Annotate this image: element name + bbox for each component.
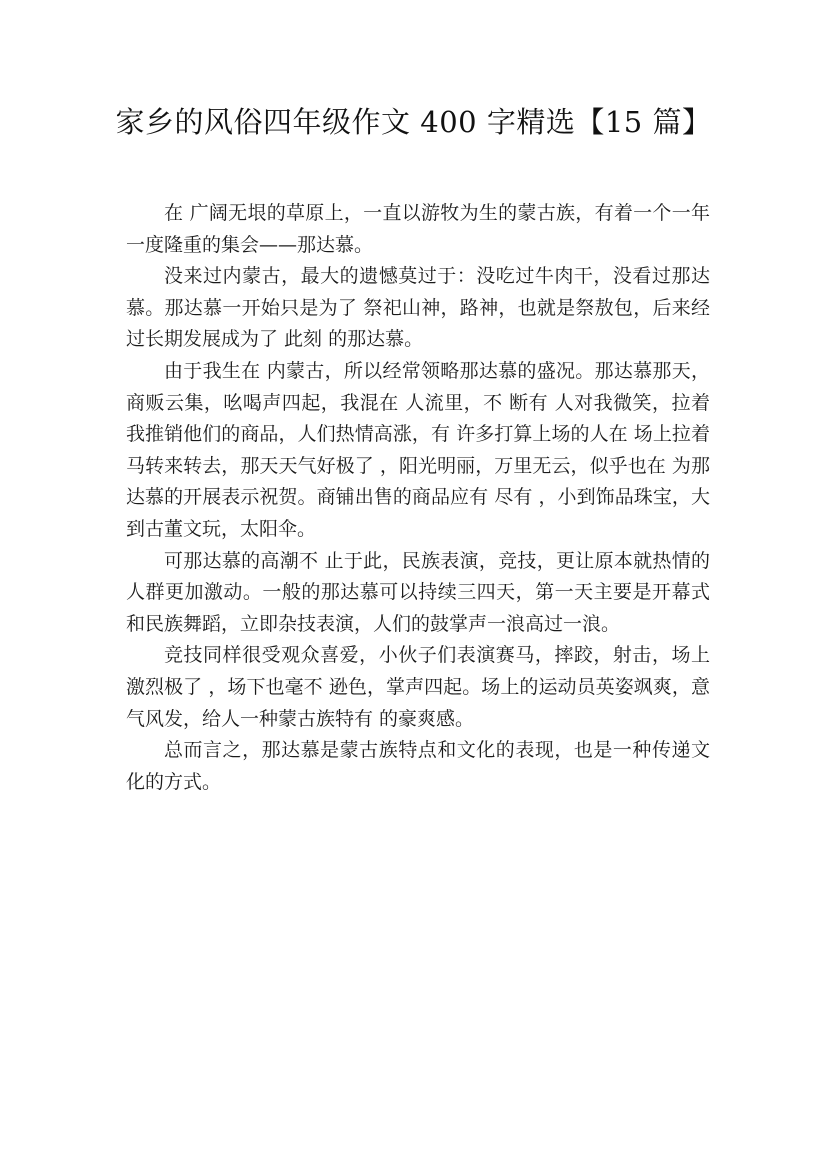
- paragraph-4: 可那达慕的高潮不 止于此，民族表演，竞技，更让原本就热情的人群更加激动。一般的那达慕可以持续三四天，第一天主要是开幕式和民族舞蹈，立即杂技表演，人们的鼓掌声一浪高过一浪。: [126, 549, 710, 635]
- paragraph-2: 没来过内蒙古，最大的遗憾莫过于：没吃过牛肉干，没看过那达慕。那达慕一开始只是为了 祭祀山神，路神，也就是祭敖包，后来经过长期发展成为了 此刻 的那达慕。: [126, 265, 710, 351]
- paragraph-5: 竞技同样很受观众喜爱，小伙子们表演赛马，摔跤，射击，场上激烈极了 ，场下也毫不 逊色，掌声四起。场上的运动员英姿飒爽，意气风发，给人一种蒙古族特有 的豪爽感。: [126, 644, 710, 730]
- paragraph-1: 在 广阔无垠的草原上，一直以游牧为生的蒙古族，有着一个一年一度隆重的集会——那达慕。: [126, 202, 710, 256]
- paragraph-3: 由于我生在 内蒙古，所以经常领略那达慕的盛况。那达慕那天，商贩云集，吆喝声四起，我混在 人流里，不 断有 人对我微笑，拉着我推销他们的商品，人们热情高涨，有 许多打算上场的人在 场上拉着马转来转去，那天天气好极了 ，阳光明丽，万里无云，似乎也在 为那达慕的开展表示祝贺。商铺出售的商品应有 尽有 ，小到饰品珠宝，大到古董文玩，太阳伞。: [126, 359, 710, 540]
- article-body: [126, 198, 710, 798]
- paragraph-6: 总而言之，那达慕是蒙古族特点和文化的表现，也是一种传递文化的方式。: [126, 739, 710, 793]
- page-title: 家乡的风俗四年级作文 400 字精选【15 篇】: [115, 105, 712, 139]
